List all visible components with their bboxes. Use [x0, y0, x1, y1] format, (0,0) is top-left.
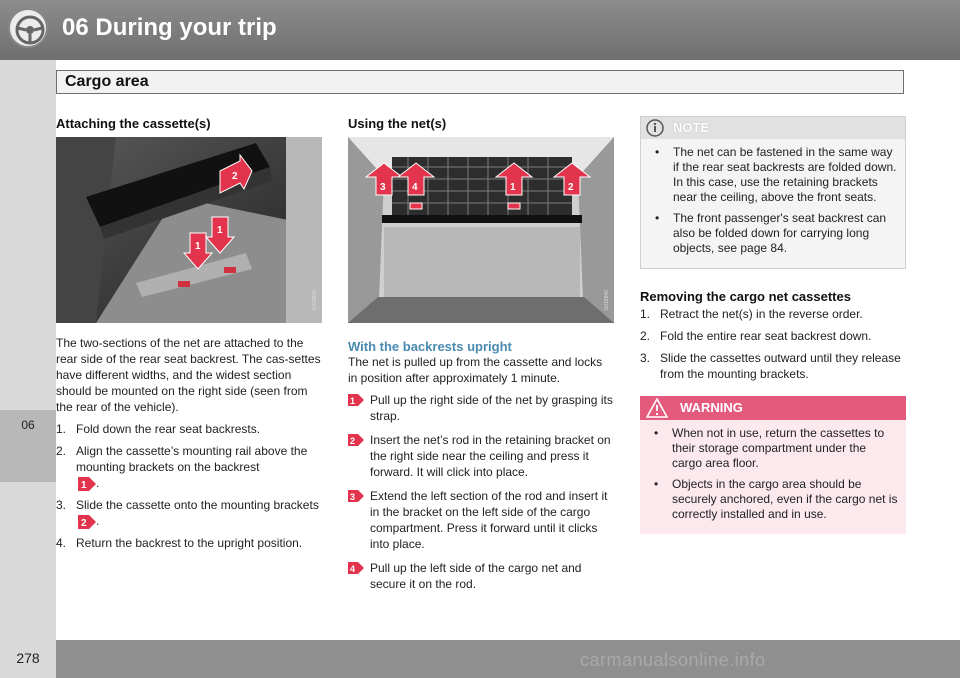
warning-list: [640, 420, 906, 534]
note-list: [641, 139, 905, 268]
info-icon: [645, 119, 665, 137]
list-item: 2. Align the cassette’s mounting rail above the mounting brackets on the backrest 1 .: [56, 444, 308, 491]
svg-text:1: 1: [81, 479, 87, 491]
list-item: • When not in use, return the cassettes to their storage compartment under the cargo area floor.: [648, 426, 898, 471]
list-item: 2 Insert the net’s rod in the retaining bracket on the right side near the ceiling and press it forward. It will click into place.: [350, 433, 611, 479]
page-header: [0, 0, 960, 60]
chapter-number: 06: [21, 418, 35, 432]
note-box: [640, 116, 906, 269]
list-item: 3 Extend the left section of the rod and insert it in the bracket on the left side of the cargo compartment. Press it forward until it clicks into place.: [350, 489, 608, 551]
chapter-title: 06 During your trip: [62, 14, 277, 41]
list-item: 1. Retract the net(s) in the reverse order.: [640, 307, 863, 321]
warning-title: WARNING: [680, 400, 743, 415]
step-1-arrow-icon: [78, 477, 96, 491]
column-using: [348, 116, 614, 600]
svg-text:1: 1: [195, 241, 201, 252]
image-reference: G020609: [312, 290, 318, 311]
attaching-intro: The two-sections of the net are attached to the rear side of the rear seat backrest. The cas-settes have different widths, and the widest section should be mounted on the right side (seen from the rear of the vehicle).: [56, 336, 321, 414]
svg-text:3: 3: [350, 492, 356, 502]
heading-attaching: Attaching the cassette(s): [56, 116, 211, 131]
svg-text:3: 3: [380, 182, 386, 193]
using-steps: [348, 392, 614, 592]
list-item: 3. Slide the cassettes outward until they release from the mounting brackets.: [640, 351, 901, 381]
svg-text:4: 4: [412, 182, 418, 193]
step-1-arrow-icon: [348, 394, 364, 406]
list-item: 4. Return the backrest to the upright position.: [56, 536, 303, 550]
warning-icon: [646, 398, 668, 418]
removing-steps: [640, 306, 906, 382]
page-number: 278: [16, 650, 40, 666]
column-notes: [640, 116, 906, 534]
svg-text:1: 1: [350, 396, 356, 406]
heading-removing: Removing the cargo net cassettes: [640, 289, 851, 304]
chapter-tab: [0, 410, 56, 482]
list-item: 1. Fold down the rear seat backrests.: [56, 422, 261, 436]
list-item: 1 Pull up the right side of the net by grasping its strap.: [350, 393, 613, 423]
svg-text:1: 1: [510, 182, 516, 193]
list-item: • The front passenger's seat backrest can also be folded down for carrying long objects, see page 84.: [649, 211, 897, 256]
list-item: 2. Fold the entire rear seat backrest down.: [640, 329, 872, 343]
cassette-photo: [56, 137, 322, 323]
section-title: Cargo area: [65, 73, 149, 90]
using-intro: The net is pulled up from the cassette and locks in position after approximately 1 minute.: [348, 355, 603, 385]
heading-using: Using the net(s): [348, 116, 447, 131]
list-item: • The net can be fastened in the same way if the rear seat backrests are folded down. In this case, use the retaining brackets near the ceiling, above the front seats.: [649, 145, 897, 205]
svg-text:4: 4: [350, 564, 356, 574]
warning-box: [640, 396, 906, 534]
column-attaching: [56, 116, 322, 557]
list-item: • Objects in the cargo area should be securely anchored, even if the cargo net is correctly installed and in use.: [648, 477, 898, 522]
page-footer: [0, 640, 960, 678]
svg-text:2: 2: [232, 171, 238, 182]
step-2-arrow-icon: [348, 434, 364, 446]
page-number-box: [0, 640, 56, 678]
list-item: 3. Slide the cassette onto the mounting brackets 2 .: [56, 498, 319, 529]
svg-text:1: 1: [217, 225, 223, 236]
watermark: carmanualsonline.info: [580, 650, 766, 670]
subheading-upright: With the backrests upright: [348, 339, 512, 354]
step-4-arrow-icon: [348, 562, 364, 574]
svg-text:2: 2: [350, 436, 356, 446]
step-3-arrow-icon: [348, 490, 364, 502]
list-item: 4 Pull up the left side of the cargo net and secure it on the rod.: [350, 561, 582, 591]
svg-text:2: 2: [568, 182, 574, 193]
svg-text:2: 2: [81, 517, 87, 529]
section-title-bar: [56, 70, 904, 94]
step-2-arrow-icon: [78, 515, 96, 529]
steering-wheel-icon: [8, 8, 48, 48]
chapter-sidebar: [0, 0, 56, 678]
note-title: NOTE: [673, 120, 710, 135]
net-photo: [348, 137, 614, 323]
attaching-steps: [56, 421, 322, 551]
image-reference: G018546: [604, 290, 610, 311]
